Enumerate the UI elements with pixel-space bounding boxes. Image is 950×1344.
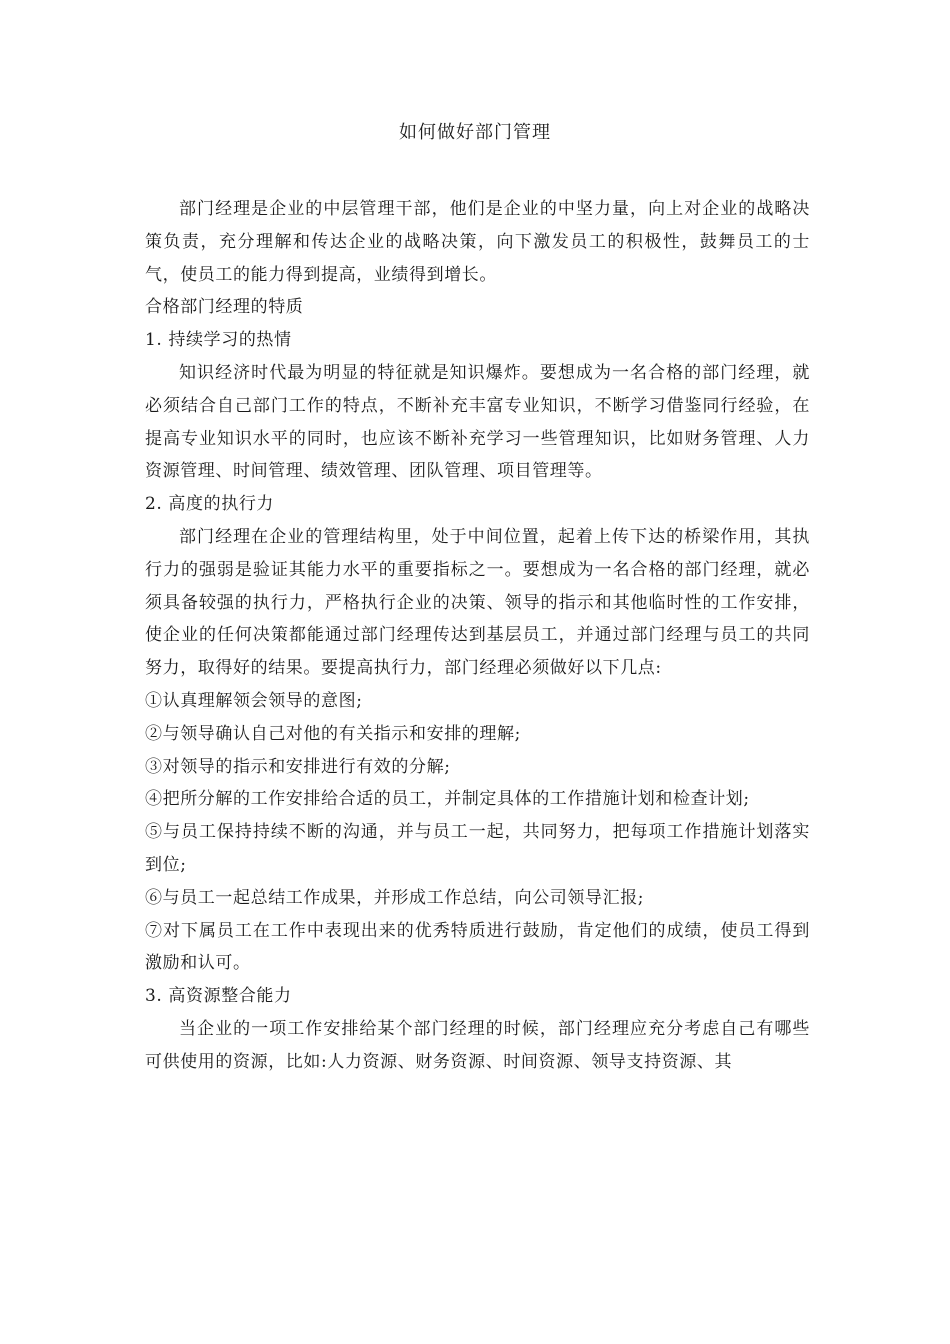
paragraph-execution: 部门经理在企业的管理结构里，处于中间位置，起着上传下达的桥梁作用，其执行力的强弱是验证其能力水平的重要指标之一。要想成为一名合格的部门经理，就必须具备较强的执行力，严格执行企业的决策、领导的指示和其他临时性的工作安排，使企业的任何决策都能通过部门经理传达到基层员工，并通过部门经理与员工的共同努力，取得好的结果。要提高执行力，部门经理必须做好以下几点: (145, 526, 810, 679)
document-title: 如何做好部门管理 (399, 122, 551, 143)
document-body (145, 193, 810, 1079)
intro-paragraph: 部门经理是企业的中层管理干部，他们是企业的中坚力量，向上对企业的战略决策负责，充分理解和传达企业的战略决策，向下激发员工的积极性，鼓舞员工的士气，使员工的能力得到提高，业绩得到增长。 (145, 199, 810, 285)
paragraph-learning: 知识经济时代最为明显的特征就是知识爆炸。要想成为一名合格的部门经理，就必须结合自己部门工作的特点，不断补充丰富专业知识，不断学习借鉴同行经验，在提高专业知识水平的同时，也应该不断补充学习一些管理知识，比如财务管理、人力资源管理、时间管理、绩效管理、团队管理、项目管理等。 (145, 362, 810, 482)
paragraph-resources: 当企业的一项工作安排给某个部门经理的时候，部门经理应充分考虑自己有哪些可供使用的资源，比如:人力资源、财务资源、时间资源、领导支持资源、其 (145, 1018, 810, 1072)
list-item: ①认真理解领会领导的意图; (145, 690, 363, 711)
list-item: ④把所分解的工作安排给合适的员工，并制定具体的工作措施计划和检查计划; (145, 789, 750, 810)
list-item: ⑤与员工保持持续不断的沟通，并与员工一起，共同努力，把每项工作措施计划落实到位; (145, 822, 810, 875)
list-item: ⑥与员工一起总结工作成果，并形成工作总结，向公司领导汇报; (145, 887, 645, 908)
subsection-heading-1: 1. 持续学习的热情 (145, 330, 292, 351)
list-item: ②与领导确认自己对他的有关指示和安排的理解; (145, 723, 521, 744)
list-item: ③对领导的指示和安排进行有效的分解; (145, 756, 451, 777)
subsection-heading-3: 3. 高资源整合能力 (145, 986, 292, 1007)
subsection-heading-2: 2. 高度的执行力 (145, 494, 275, 515)
list-item: ⑦对下属员工在工作中表现出来的优秀特质进行鼓励，肯定他们的成绩，使员工得到激励和认可。 (145, 920, 810, 974)
section-heading: 合格部门经理的特质 (145, 297, 304, 318)
